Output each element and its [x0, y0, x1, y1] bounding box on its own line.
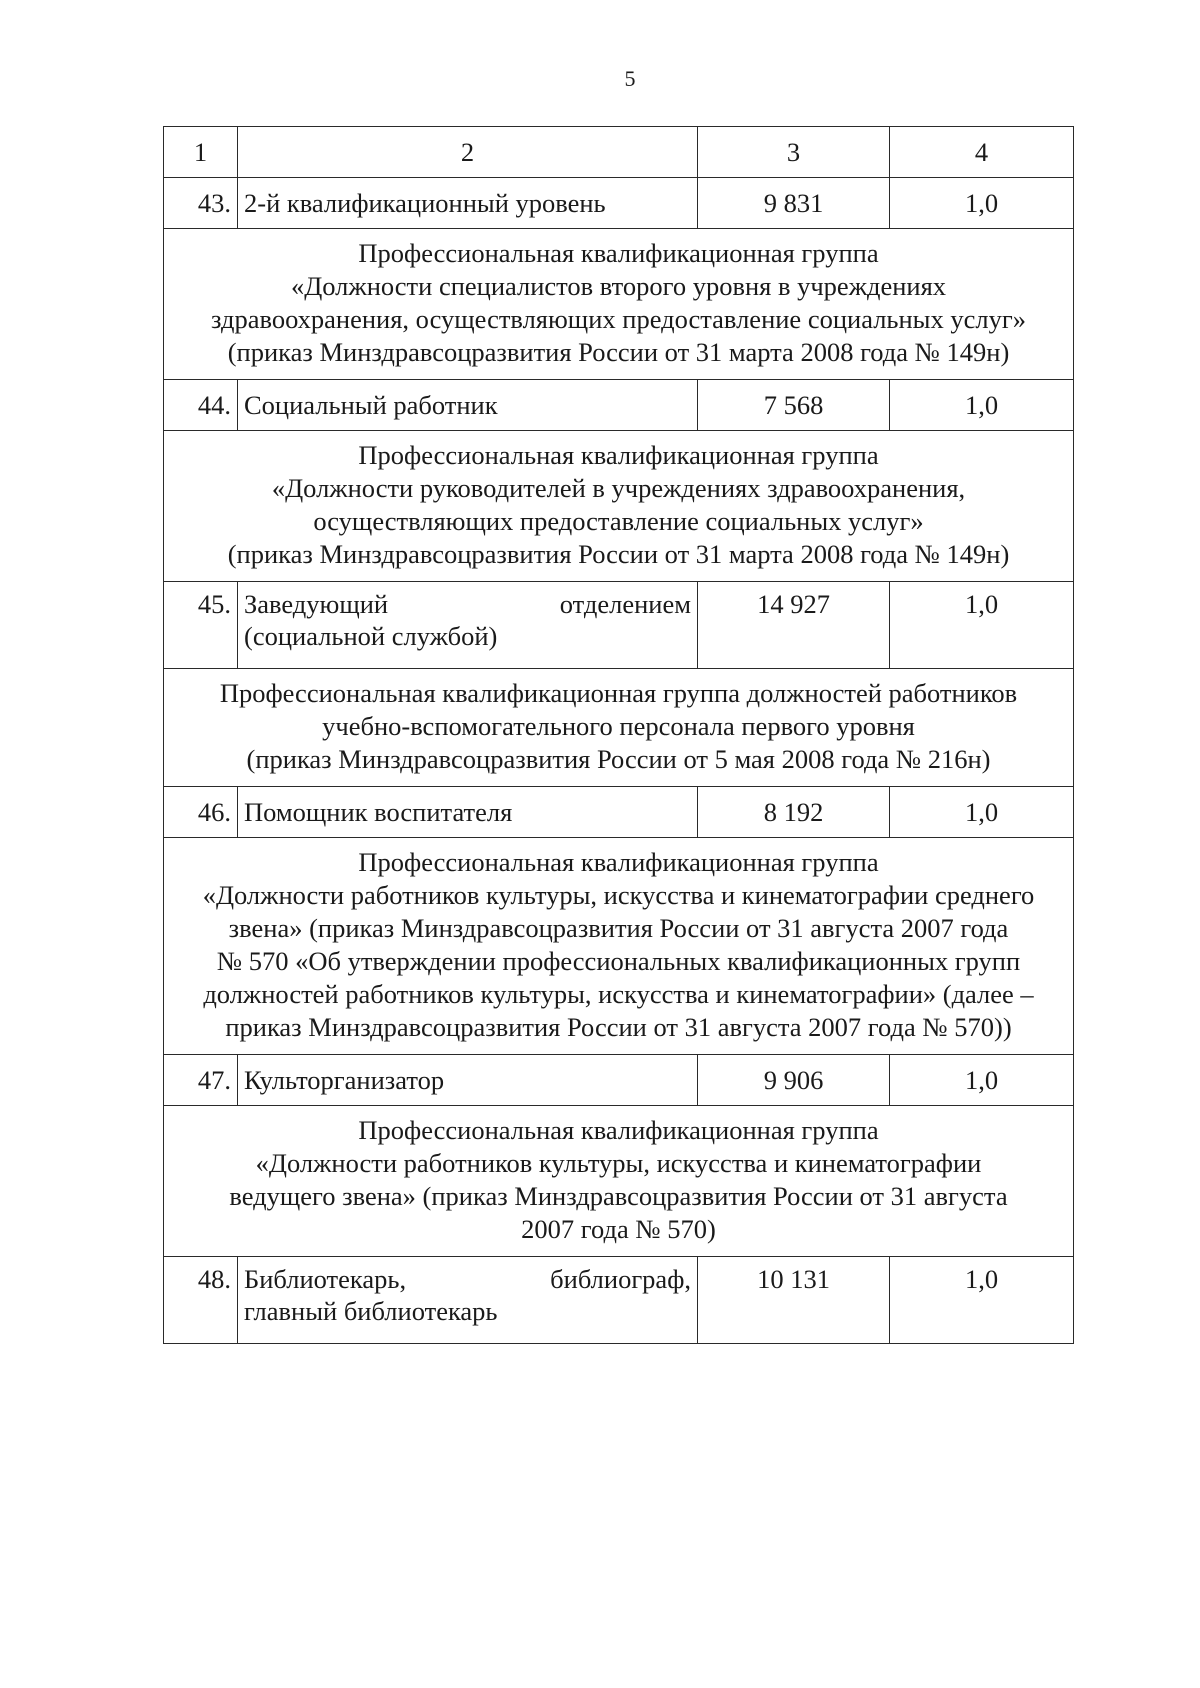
- group-description-line: 2007 года № 570): [521, 1214, 716, 1244]
- table-row: [164, 1055, 1074, 1106]
- group-description-line: (приказ Минздравсоцразвития России от 31 марта 2008 года № 149н): [227, 337, 1010, 367]
- salary-value: 10 131: [698, 1257, 890, 1344]
- coefficient-value: 1,0: [890, 178, 1074, 229]
- table-body: [164, 127, 1074, 1344]
- row-number: 47.: [164, 1055, 238, 1106]
- group-header-row: [164, 1106, 1074, 1257]
- coefficient-value: 1,0: [890, 582, 1074, 669]
- table-row: [164, 582, 1074, 669]
- row-number: 44.: [164, 380, 238, 431]
- group-description-line: (приказ Минздравсоцразвития России от 5 мая 2008 года № 216н): [246, 744, 991, 774]
- row-number: 46.: [164, 787, 238, 838]
- table-row: [164, 787, 1074, 838]
- coefficient-value: 1,0: [890, 1257, 1074, 1344]
- table-row: [164, 380, 1074, 431]
- row-number: 45.: [164, 582, 238, 669]
- group-description-line: № 570 «Об утверждении профессиональных квалификационных групп: [216, 946, 1021, 976]
- group-description-line: должностей работников культуры, искусства и кинематографии» (далее –: [203, 979, 1034, 1009]
- group-description: [164, 838, 1074, 1055]
- salary-value: 9 906: [698, 1055, 890, 1106]
- group-description-line: осуществляющих предоставление социальных услуг»: [313, 506, 924, 536]
- position-name-word: библиограф,: [550, 1264, 691, 1294]
- position-name-word: отделением: [559, 589, 691, 619]
- position-name: [238, 380, 698, 431]
- position-name-word: Библиотекарь,: [244, 1264, 407, 1294]
- position-name-line: главный библиотекарь: [244, 1296, 498, 1326]
- header-cell-3: 3: [698, 127, 890, 178]
- group-description-line: Профессиональная квалификационная группа: [358, 847, 879, 877]
- group-description-line: Профессиональная квалификационная группа: [358, 440, 879, 470]
- group-description-line: Профессиональная квалификационная группа: [358, 238, 879, 268]
- position-name-line: [244, 1263, 691, 1295]
- position-name: [238, 1257, 698, 1344]
- position-name-line: 2-й квалификационный уровень: [244, 188, 606, 218]
- group-description: [164, 431, 1074, 582]
- position-name-word: Заведующий: [244, 589, 389, 619]
- position-name: [238, 787, 698, 838]
- group-description-line: «Должности работников культуры, искусства и кинематографии: [255, 1148, 982, 1178]
- row-number: 43.: [164, 178, 238, 229]
- group-description-line: звена» (приказ Минздравсоцразвития России от 31 августа 2007 года: [228, 913, 1009, 943]
- table-row: [164, 178, 1074, 229]
- salary-value: 7 568: [698, 380, 890, 431]
- position-name-line: Помощник воспитателя: [244, 797, 513, 827]
- group-description-line: «Должности специалистов второго уровня в учреждениях: [290, 271, 947, 301]
- position-name: [238, 1055, 698, 1106]
- header-cell-1: 1: [164, 127, 238, 178]
- position-name-line: (социальной службой): [244, 621, 498, 651]
- group-description-line: (приказ Минздравсоцразвития России от 31 марта 2008 года № 149н): [227, 539, 1010, 569]
- position-name: [238, 582, 698, 669]
- group-header-row: [164, 431, 1074, 582]
- salary-table: [163, 126, 1074, 1344]
- page-number: 5: [624, 66, 636, 91]
- table-row: [164, 1257, 1074, 1344]
- position-name-line: [244, 588, 691, 620]
- group-description-line: «Должности руководителей в учреждениях здравоохранения,: [271, 473, 966, 503]
- salary-value: 9 831: [698, 178, 890, 229]
- position-name-line: Социальный работник: [244, 390, 498, 420]
- salary-value: 14 927: [698, 582, 890, 669]
- header-cell-2: 2: [238, 127, 698, 178]
- position-name-line: Культорганизатор: [244, 1065, 445, 1095]
- header-cell-4: 4: [890, 127, 1074, 178]
- group-description-line: ведущего звена» (приказ Минздравсоцразвития России от 31 августа: [229, 1181, 1008, 1211]
- group-header-row: [164, 229, 1074, 380]
- group-header-row: [164, 838, 1074, 1055]
- group-description-line: Профессиональная квалификационная группа: [358, 1115, 879, 1145]
- header-row: [164, 127, 1074, 178]
- coefficient-value: 1,0: [890, 1055, 1074, 1106]
- group-description: [164, 1106, 1074, 1257]
- group-description-line: здравоохранения, осуществляющих предоставление социальных услуг»: [211, 304, 1026, 334]
- position-name: [238, 178, 698, 229]
- group-description-line: «Должности работников культуры, искусства и кинематографии среднего: [202, 880, 1035, 910]
- coefficient-value: 1,0: [890, 380, 1074, 431]
- coefficient-value: 1,0: [890, 787, 1074, 838]
- group-description: [164, 669, 1074, 787]
- group-description-line: учебно-вспомогательного персонала первого уровня: [322, 711, 915, 741]
- group-header-row: [164, 669, 1074, 787]
- group-description-line: Профессиональная квалификационная группа должностей работников: [219, 678, 1018, 708]
- salary-value: 8 192: [698, 787, 890, 838]
- row-number: 48.: [164, 1257, 238, 1344]
- group-description-line: приказ Минздравсоцразвития России от 31 августа 2007 года № 570)): [225, 1012, 1012, 1042]
- group-description: [164, 229, 1074, 380]
